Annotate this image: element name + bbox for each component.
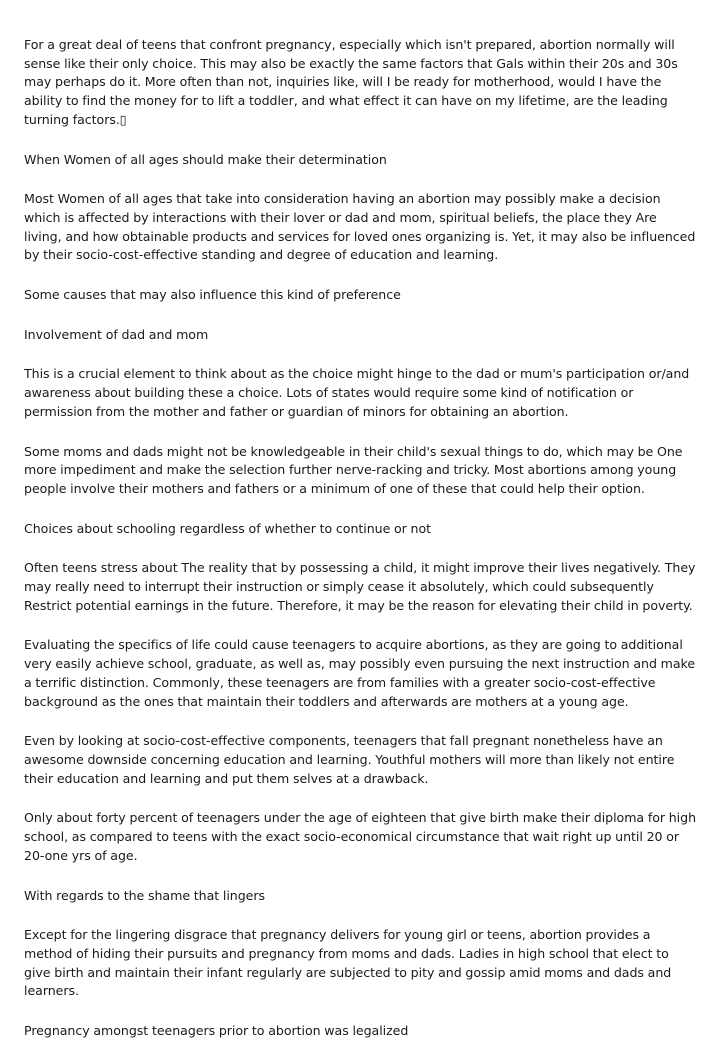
subheading-determination: When Women of all ages should make their determination [24, 151, 387, 167]
paragraph-schooling-stress: Often teens stress about The reality that by possessing a child, it might improve their lives negatively. They may really need to interrupt their instruction or simply cease it absolutely, which could subsequently Restrict potential earnings in the future. Therefore, it may be the reason for elevating their child in poverty. [24, 560, 696, 613]
subheading-schooling: Choices about schooling regardless of whether to continue or not [24, 520, 432, 536]
subheading-causes: Some causes that may also influence this kind of preference [24, 287, 401, 303]
paragraph-influences: Most Women of all ages that take into consideration having an abortion may possibly make a decision which is affected by interactions with their lover or dad and mom, spiritual beliefs, the place they Are living, and how obtainable products and services for loved ones organizing is. Yet, it may also be influenced by their socio-cost-effective standing and degree of education and learning. [24, 191, 696, 263]
subheading-pre-legalization: Pregnancy amongst teenagers prior to abortion was legalized [24, 1023, 409, 1039]
paragraph-lingering-disgrace: Except for the lingering disgrace that pregnancy delivers for young girl or teens, abortion provides a method of hiding their pursuits and pregnancy from moms and dads. Ladies in high school that elect to give birth and maintain their infant regularly are subjected to pity and gossip amid moms and dads and learners. [24, 927, 672, 999]
subheading-parent-involvement: Involvement of dad and mom [24, 326, 209, 342]
subheading-shame: With regards to the shame that lingers [24, 887, 266, 903]
paragraph-diploma-stats: Only about forty percent of teenagers under the age of eighteen that give birth make their diploma for high school, as compared to teens with the exact socio-economical circumstance that wait right up until 20 or 20-one yrs of age. [24, 810, 697, 863]
paragraph-parent-participation: This is a crucial element to think about as the choice might hinge to the dad or mum's participation or/and awareness about building these a choice. Lots of states would require some kind of notification or permission from the mother and father or guardian of minors for obtaining an abortion. [24, 366, 690, 419]
paragraph-socio-economic: Even by looking at socio-cost-effective components, teenagers that fall pregnant nonetheless have an awesome downside concerning education and learning. Youthful mothers will more than likely not entire their education and learning and put them selves at a drawback. [24, 733, 675, 786]
paragraph-intro: For a great deal of teens that confront pregnancy, especially which isn't prepared, abortion normally will sense like their only choice. This may also be exactly the same factors that Gals within their 20s and 30s may perhaps do it. More often than not, inquiries like, will I be ready for motherhood, would I have the ability to find the money for to lift a toddler, and what effect it can have on my lifetime, are the leading turning factors.▯ [24, 37, 678, 127]
paragraph-parent-knowledge: Some moms and dads might not be knowledgeable in their child's sexual things to do, which may be One more impediment and make the selection further nerve-racking and tricky. Most abortions among young people involve their mothers and fathers or a minimum of one of these that could help their option. [24, 443, 683, 496]
paragraph-life-specifics: Evaluating the specifics of life could cause teenagers to acquire abortions, as they are going to additional very easily achieve school, graduate, as well as, may possibly even pursuing the next instruction and make a terrific distinction. Commonly, these teenagers are from families with a greater socio-cost-effective background as the ones that maintain their toddlers and afterwards are mothers at a young age. [24, 637, 696, 709]
